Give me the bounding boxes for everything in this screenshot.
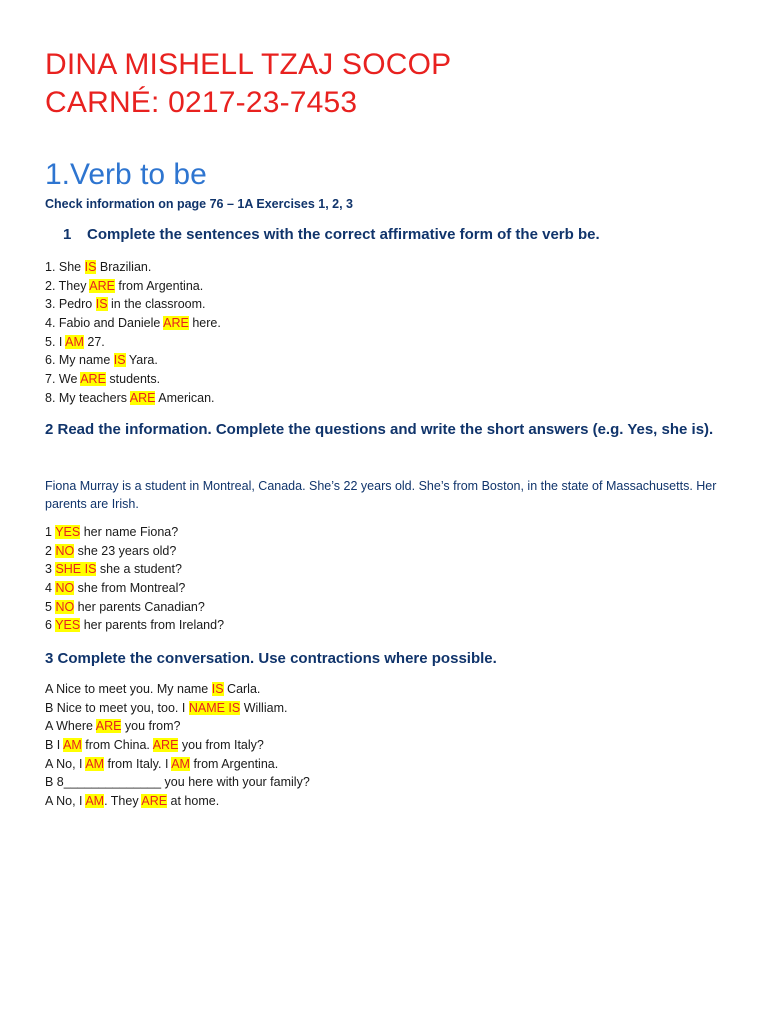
list-item: 5. I AM 27. bbox=[45, 334, 105, 349]
answer-highlight: ARE bbox=[152, 738, 179, 753]
exercise-2-list bbox=[45, 523, 224, 635]
answer-highlight: AM bbox=[63, 738, 82, 753]
exercise-1-number: 1 bbox=[63, 226, 72, 243]
list-item: 1. She IS Brazilian. bbox=[45, 260, 152, 274]
check-info-note: Check information on page 76 – 1A Exercises 1, 2, 3 bbox=[45, 197, 353, 211]
exercise-3-conversation bbox=[45, 680, 310, 811]
exercise-1-list bbox=[45, 258, 221, 408]
conversation-line: A Nice to meet you. My name IS Carla. bbox=[45, 682, 261, 696]
conversation-line: B I AM from China. ARE you from Italy? bbox=[45, 738, 264, 753]
student-info bbox=[45, 46, 451, 122]
answer-highlight: NO bbox=[55, 581, 75, 596]
list-item: 5 NO her parents Canadian? bbox=[45, 599, 205, 614]
list-item: 4. Fabio and Daniele ARE here. bbox=[45, 316, 221, 331]
answer-highlight: IS bbox=[211, 682, 224, 696]
list-item: 7. We ARE students. bbox=[45, 372, 161, 387]
list-item: 6 YES her parents from Ireland? bbox=[45, 618, 225, 633]
exercise-1-heading bbox=[45, 223, 735, 246]
answer-highlight: NO bbox=[55, 599, 75, 614]
list-item: 4 NO she from Montreal? bbox=[45, 581, 186, 596]
answer-highlight: AM bbox=[85, 794, 105, 809]
exercise-2-heading: 2 Read the information. Complete the questions and write the short answers (e.g. Yes, she is). bbox=[45, 421, 714, 438]
list-item: 2 NO she 23 years old? bbox=[45, 543, 177, 558]
answer-highlight: AM bbox=[171, 756, 190, 771]
conversation-line: A Where ARE you from? bbox=[45, 719, 181, 734]
answer-highlight: NO bbox=[55, 543, 75, 558]
conversation-line: A No, I AM from Italy. I AM from Argentina. bbox=[45, 756, 279, 771]
answer-highlight: ARE bbox=[80, 372, 106, 387]
conversation-line: B Nice to meet you, too. I NAME IS William. bbox=[45, 700, 288, 715]
answer-highlight: ARE bbox=[95, 719, 122, 734]
answer-highlight: YES bbox=[55, 618, 81, 633]
list-item: 8. My teachers ARE American. bbox=[45, 390, 215, 405]
answer-highlight: SHE IS bbox=[55, 562, 97, 577]
answer-highlight: ARE bbox=[163, 316, 189, 331]
list-item: 2. They ARE from Argentina. bbox=[45, 278, 204, 293]
exercise-3-heading: 3 Complete the conversation. Use contractions where possible. bbox=[45, 650, 497, 667]
list-item: 3 SHE IS she a student? bbox=[45, 562, 182, 577]
answer-highlight: ARE bbox=[129, 390, 156, 405]
list-item: 6. My name IS Yara. bbox=[45, 353, 158, 368]
conversation-line: B 8______________ you here with your family? bbox=[45, 775, 310, 790]
student-id: CARNÉ: 0217-23-7453 bbox=[45, 86, 358, 119]
answer-highlight: IS bbox=[113, 353, 126, 368]
student-name: DINA MISHELL TZAJ SOCOP bbox=[45, 48, 452, 81]
answer-highlight: ARE bbox=[141, 794, 168, 809]
exercise-1-heading-text: Complete the sentences with the correct affirmative form of the verb be. bbox=[87, 226, 600, 243]
answer-highlight: AM bbox=[65, 334, 84, 349]
answer-highlight: YES bbox=[55, 525, 81, 539]
answer-highlight: AM bbox=[85, 756, 105, 771]
answer-highlight: NAME IS bbox=[188, 700, 241, 715]
answer-highlight: ARE bbox=[89, 278, 115, 293]
answer-highlight: IS bbox=[95, 297, 108, 312]
list-item: 3. Pedro IS in the classroom. bbox=[45, 297, 206, 312]
exercise-2-reading-text: Fiona Murray is a student in Montreal, Canada. She’s 22 years old. She’s from Boston, in the state of Massachusetts. Her parents are Irish. bbox=[45, 479, 717, 511]
section-title: 1.Verb to be bbox=[45, 158, 207, 191]
list-item: 1 YES her name Fiona? bbox=[45, 525, 179, 539]
conversation-line: A No, I AM. They ARE at home. bbox=[45, 794, 220, 809]
answer-highlight: IS bbox=[84, 260, 97, 274]
